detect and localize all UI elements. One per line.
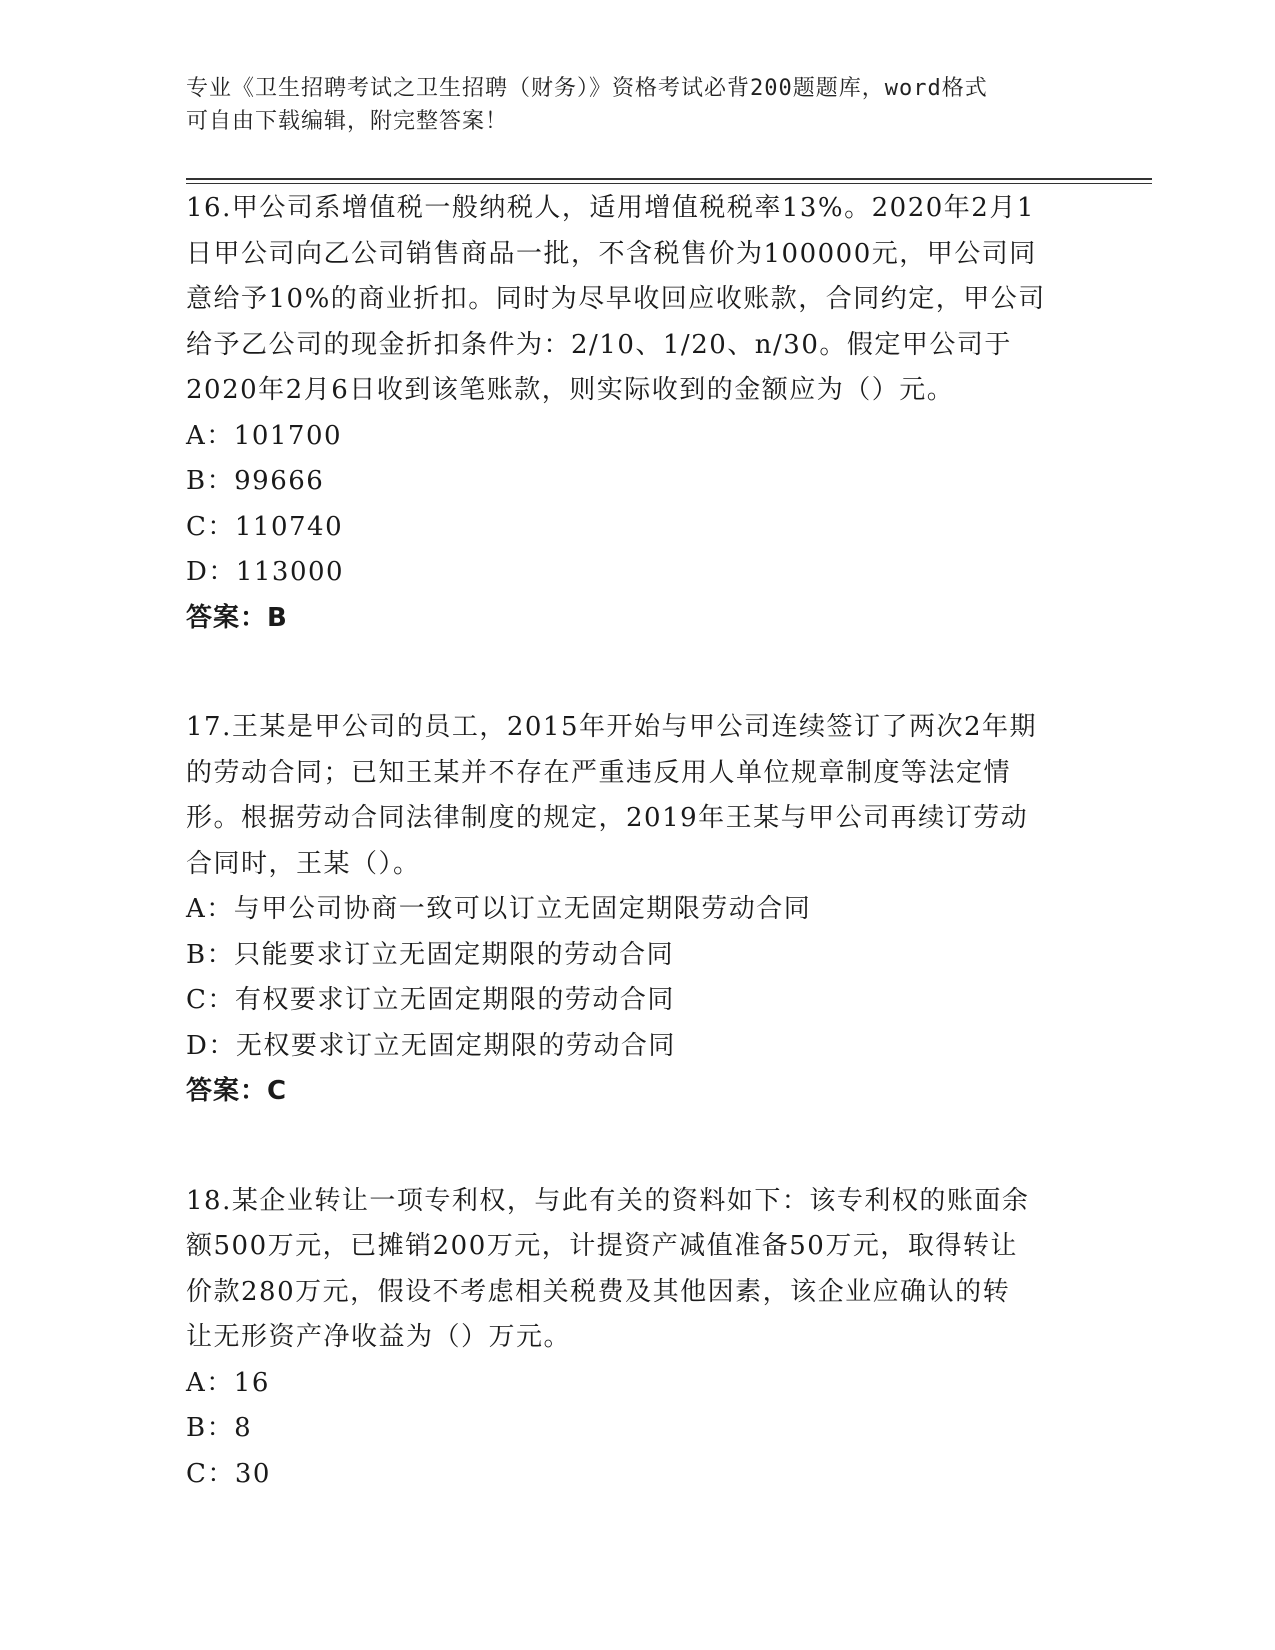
question-18 [186, 1179, 1086, 1498]
option-b: B：8 [186, 1413, 253, 1443]
header-line: 可自由下载编辑，附完整答案！ [186, 109, 509, 134]
answer-label: 答案：B [186, 602, 288, 633]
question-stem: 18.某企业转让一项专利权，与此有关的资料如下：该专利权的账面余 额500万元，已摊销200万元，计提资产减值准备50万元，取得转让 价款280万元，假设不考虑相关税费及其他因素，该企业应确认的转 让无形资产净收益为（）万元。 [186, 1185, 1030, 1352]
question-17 [186, 705, 1086, 1115]
option-d: D：113000 [186, 557, 345, 587]
question-16 [186, 186, 1086, 641]
option-a: A：101700 [186, 420, 343, 451]
option-c: C：110740 [186, 511, 344, 542]
option-d: D：无权要求订立无固定期限的劳动合同 [186, 1030, 676, 1061]
option-b: B：只能要求订立无固定期限的劳动合同 [186, 939, 675, 970]
document-header [186, 72, 1066, 138]
answer-label: 答案：C [186, 1076, 288, 1106]
question-list [186, 186, 1086, 1497]
option-a: A：16 [186, 1367, 270, 1398]
option-c: C：有权要求订立无固定期限的劳动合同 [186, 985, 675, 1015]
question-stem: 17.王某是甲公司的员工，2015年开始与甲公司连续签订了两次2年期 的劳动合同；已知王某并不存在严重违反用人单位规章制度等法定情 形。根据劳动合同法律制度的规定，2019年王某与甲公司再续订劳动 合同时，王某（）。 [186, 712, 1038, 879]
option-c: C：30 [186, 1458, 271, 1489]
header-divider-thick [186, 178, 1152, 180]
header-line: 专业《卫生招聘考试之卫生招聘（财务）》资格考试必背200题题库，word格式 [186, 76, 988, 101]
option-a: A：与甲公司协商一致可以订立无固定期限劳动合同 [186, 894, 812, 924]
option-b: B：99666 [186, 466, 325, 496]
question-stem: 16.甲公司系增值税一般纳税人，适用增值税税率13%。2020年2月1 日甲公司向乙公司销售商品一批，不含税售价为100000元，甲公司同 意给予10%的商业折扣。同时为尽早收回应收账款，合同约定，甲公司 给予乙公司的现金折扣条件为：2/10、1/20、n/30。假定甲公司于 2020年2月6日收到该笔账款，则实际收到的金额应为（）元。 [186, 193, 1046, 405]
header-divider-thin [186, 183, 1152, 184]
